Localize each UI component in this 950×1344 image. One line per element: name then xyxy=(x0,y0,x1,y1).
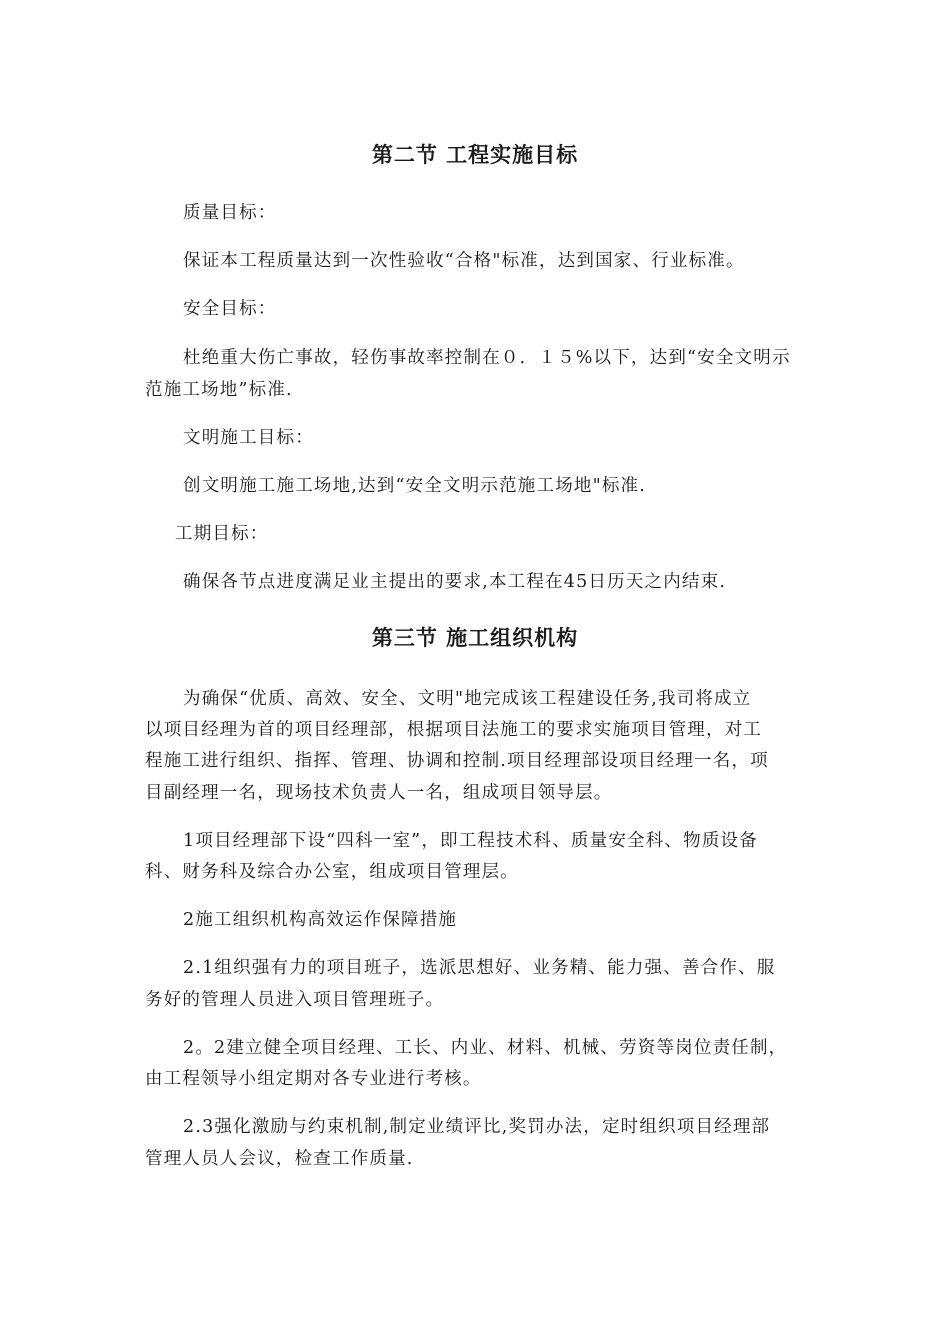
quality-goal-label: 质量目标： xyxy=(183,203,277,223)
schedule-goal-text: 确保各节点进度满足业主提出的要求,本工程在45日历天之内结束. xyxy=(183,572,727,592)
quality-goal-text: 保证本工程质量达到一次性验收“合格"标准，达到国家、行业标准。 xyxy=(183,251,745,271)
civil-goal-text: 创文明施工施工场地,达到“安全文明示范施工场地"标准. xyxy=(183,476,647,496)
paragraph-line: 为确保“优质、高效、安全、文明"地完成该工程建设任务,我司将成立 xyxy=(183,689,752,709)
safety-goal-label: 安全目标： xyxy=(183,299,277,319)
paragraph-line: 2。2建立健全项目经理、工长、内业、材料、机械、劳资等岗位责任制， xyxy=(183,1038,788,1058)
paragraph-line: 管理人员人会议，检查工作质量. xyxy=(145,1149,414,1169)
paragraph-line: 由工程领导小组定期对各专业进行考核。 xyxy=(145,1069,482,1089)
schedule-goal-label: 工期目标： xyxy=(175,524,269,544)
paragraph-line: 务好的管理人员进入项目管理班子。 xyxy=(145,990,445,1010)
paragraph-line: 目副经理一名，现场技术负责人一名，组成项目领导层。 xyxy=(145,783,613,803)
paragraph-line: 科、财务科及综合办公室，组成项目管理层。 xyxy=(145,862,519,882)
paragraph-line: 2.3强化激励与约束机制,制定业绩评比,奖罚办法，定时组织项目经理部 xyxy=(183,1117,771,1137)
paragraph-line: 程施工进行组织、指挥、管理、协调和控制.项目经理部设项目经理一名，项 xyxy=(145,751,769,771)
paragraph-line: 1项目经理部下设“四科一室”，即工程技术科、质量安全科、物质设备 xyxy=(183,831,758,851)
paragraph-line: 以项目经理为首的项目经理部，根据项目法施工的要求实施项目管理，对工 xyxy=(145,720,763,740)
paragraph-line: 2施工组织机构高效运作保障措施 xyxy=(183,910,458,930)
safety-goal-text-line: 范施工场地”标准. xyxy=(145,380,293,400)
safety-goal-text-line: 杜绝重大伤亡事故，轻伤事故率控制在０．１５%以下，达到“安全文明示 xyxy=(183,348,791,368)
civil-goal-label: 文明施工目标： xyxy=(183,428,314,448)
paragraph-line: 2.1组织强有力的项目班子，选派思想好、业务精、能力强、善合作、服 xyxy=(183,958,776,978)
section-heading: 第二节 工程实施目标 xyxy=(371,143,579,167)
section-heading: 第三节 施工组织机构 xyxy=(371,626,579,650)
